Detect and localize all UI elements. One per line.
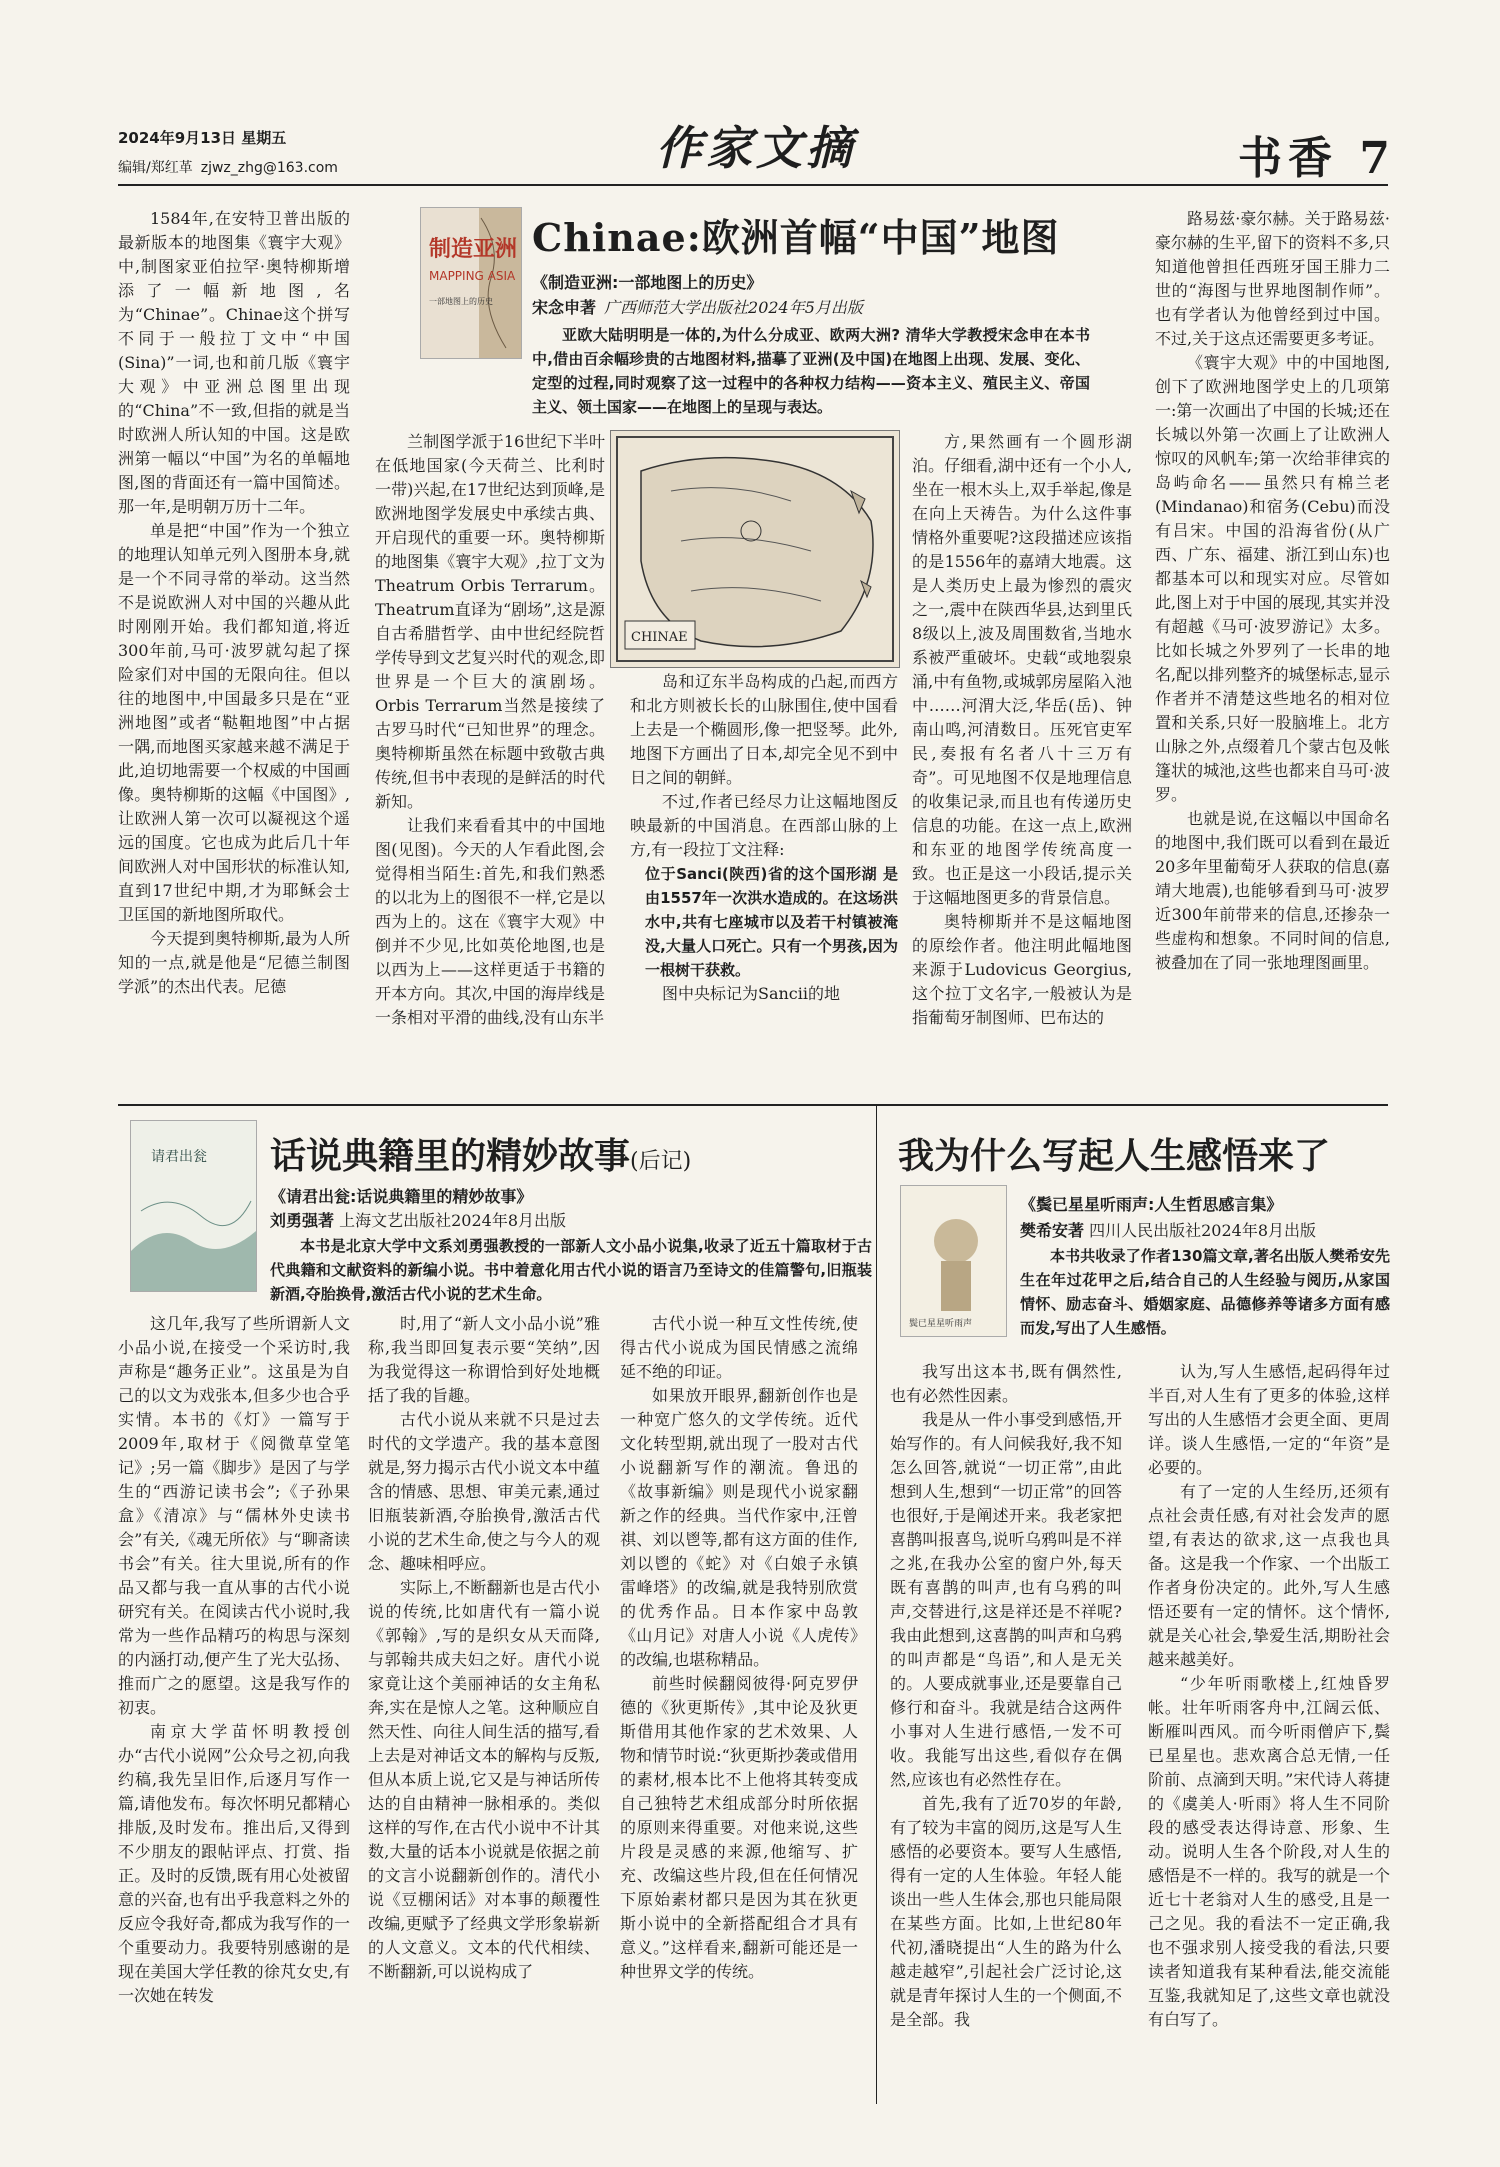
- article2-book: 《请君出瓮:话说典籍里的精妙故事》: [270, 1187, 533, 1206]
- article3-pub: [1020, 1218, 1316, 1241]
- paragraph: 兰制图学派于16世纪下半叶在低地国家(今天荷兰、比利时一带)兴起,在17世纪达到顶峰,是欧洲地图学发展史中承续古典、开启现代的重要一环。奥特柳斯的地图集《寰宇大观》,拉丁文为Theatrum Orbis Terrarum。Theatrum直译为“剧场”,这是源自古希腊哲学、由中世纪经院哲学传导到文艺复兴时代的观念,即世界是一个巨大的演剧场。Orbis Terrarum当然是接续了古罗马时代“已知世界”的理念。奥特柳斯虽然在标题中致敬古典传统,但书中表现的是鲜活的时代新知。: [375, 432, 605, 811]
- paragraph: 不过,作者已经尽力让这幅地图反映最新的中国消息。在西部山脉的上方,有一段拉丁文注释:: [630, 792, 898, 859]
- article1-publisher: 广西师范大学出版社2024年5月出版: [604, 298, 863, 317]
- issue-date: 2024年9月13日 星期五: [118, 129, 287, 147]
- paragraph: 让我们来看看其中的中国地图(见图)。今天的人乍看此图,会觉得相当陌生:首先,和我们熟悉的以北为上的图很不一样,它是以西为上的。这在《寰宇大观》中倒并不少见,比如英伦地图,也是以西为上——这样更适于书籍的开本方向。其次,中国的海岸线是一条相对平滑的曲线,没有山东半: [375, 816, 605, 1027]
- article3-author: 樊希安著: [1020, 1221, 1085, 1240]
- article1-col3: [630, 670, 898, 1090]
- cover-art: [901, 1186, 1006, 1336]
- paragraph: 南京大学苗怀明教授创办“古代小说网”公众号之初,向我约稿,我先呈旧作,后逐月写作一篇,请他发布。每次怀明兄都精心排版,及时发布。推出后,又得到不少朋友的跟帖评点、打赏、指正。及时的反馈,既有用心处被留意的兴奋,也有出乎我意料之外的反应令我好奇,都成为我写作的一个重要动力。我要特别感谢的是现在美国大学任教的徐芃女史,有一次她在转发: [118, 1722, 350, 2005]
- paragraph: 岛和辽东半岛构成的凸起,而西方和北方则被长长的山脉围住,使中国看上去是一个椭圆形,像一把竖琴。此外,地图下方画出了日本,却完全见不到中日之间的朝鲜。: [630, 672, 898, 787]
- article1-col1: [118, 207, 350, 1087]
- paragraph: “少年听雨歌楼上,红烛昏罗帐。壮年听雨客舟中,江阔云低、断雁叫西风。而今听雨僧庐下,鬓已星星也。悲欢离合总无情,一任阶前、点滴到天明。”宋代诗人蒋捷的《虞美人·听雨》将人生不同阶段的感受表达得诗意、形象、生动。说明人生各个阶段,对人生的感悟是不一样的。我写的就是一个近七十老翁对人生的感受,且是一己之见。我的看法不一定正确,我也不强求别人接受我的看法,只要读者知道我有某种看法,能交流能互鉴,我就知足了,这些文章也就没有白写了。: [1148, 1674, 1390, 2029]
- map-illustration: [611, 431, 899, 667]
- cover-title-text: 鬓已星星听雨声: [909, 1319, 973, 1329]
- article1-title: Chinae:欧洲首幅“中国”地图: [532, 215, 1060, 260]
- paragraph: 图中央标记为Sancii的地: [662, 984, 841, 1003]
- book-cover-binyixingxing: [900, 1185, 1007, 1337]
- masthead: 作家文摘: [656, 121, 856, 175]
- paragraph: 首先,我有了近70岁的年龄,有了较为丰富的阅历,这是写人生感悟的必要资本。要写人生感悟,得有一定的人生体验。年轻人能谈出一些人生体会,那也只能局限在某些方面。比如,上世纪80年代初,潘晓提出“人生的路为什么越走越窄”,引起社会广泛讨论,这就是青年探讨人生的一个侧面,不是全部。我: [890, 1794, 1122, 2029]
- article3-title: 我为什么写起人生感悟来了: [898, 1135, 1331, 1177]
- paragraph: 这几年,我写了些所谓新人文小品小说,在接受一个采访时,我声称是“趣务正业”。这虽是为自己的以文为戏张本,但多少也合乎实情。本书的《灯》一篇写于2009年,取材于《阅微草堂笔记》;另一篇《脚步》是因了与学生的“西游记读书会”;《子孙果盒》《清凉》与“儒林外史读书会”有关,《魂无所依》与“聊斋读书会”有关。往大里说,所有的作品又都与我一直从事的古代小说研究有关。在阅读古代小说时,我常为一些作品精巧的构思与深刻的内涵打动,便产生了光大弘扬、推而广之的愿望。这是我写作的初衷。: [118, 1314, 350, 1717]
- editor-name: 编辑/郑红革: [118, 160, 193, 176]
- article2-title: [270, 1128, 691, 1179]
- paragraph: 时,用了“新人文小品小说”雅称,我当即回复表示要“笑纳”,因为我觉得这一称谓恰到好处地概括了我的旨趣。: [368, 1314, 600, 1405]
- paragraph: 单是把“中国”作为一个独立的地理认知单元列入图册本身,就是一个不同寻常的举动。这当然不是说欧洲人对中国的兴趣从此时刚刚开始。我们都知道,将近300年前,马可·波罗就勾起了探险家们对中国的无限向往。但以往的地图中,中国最多只是在“亚洲地图”或者“鞑靼地图”中占据一隅,而地图买家越来越不满足于此,迫切地需要一个权威的中国画像。奥特柳斯的这幅《中国图》,让欧洲人第一次可以凝视这个遥远的国度。它也成为此后几十年间欧洲人对中国形状的标准认知,直到17世纪中期,才为耶稣会士卫匡国的新地图所取代。: [118, 521, 350, 924]
- cover-sub-text: 一部地图上的历史: [429, 297, 493, 306]
- editor-email: zjwz_zhg@163.com: [200, 160, 338, 176]
- article1-intro: 亚欧大陆明明是一体的,为什么分成亚、欧两大洲? 清华大学教授宋念申在本书中,借由百余幅珍贵的古地图材料,描摹了亚洲(及中国)在地图上出现、发展、变化、定型的过程,同时观察了这一过程中的各种权力结构——资本主义、殖民主义、帝国主义、领土国家——在地图上的呈现与表达。: [532, 326, 1090, 416]
- article1-col4: [912, 430, 1132, 1090]
- column-divider: [876, 1104, 877, 2104]
- paragraph: 我是从一件小事受到感悟,开始写作的。有人问候我好,我不知怎么回答,就说“一切正常”,由此想到人生,想到“一切正常”的回答也很好,于是阐述开来。我老家把喜鹊叫报喜鸟,说听乌鸦叫是不祥之兆,在我办公室的窗户外,每天既有喜鹊的叫声,也有乌鸦的叫声,交替进行,这是祥还是不祥呢?我由此想到,这喜鹊的叫声和乌鸦的叫声都是“鸟语”,和人是无关的。人要成就事业,还是要靠自己修行和奋斗。我就是结合这两件小事对人生进行感悟,一发不可收。我能写出这些,看似存在偶然,应该也有必然性存在。: [890, 1410, 1122, 1789]
- chinae-map-image: [610, 430, 900, 668]
- latin-annotation-quote: 位于Sanci(陕西)省的这个国形湖 是由1557年一次洪水造成的。在这场洪水中,共有七座城市以及若干村镇被淹没,大量人口死亡。只有一个男孩,因为一根树干获救。: [645, 865, 898, 979]
- paragraph: 奥特柳斯并不是这幅地图的原绘作者。他注明此幅地图来源于Ludovicus Georgius,这个拉丁文名字,一般被认为是指葡萄牙制图师、巴布达的: [912, 912, 1132, 1027]
- article1-col2: [375, 430, 605, 1090]
- paragraph: 1584年,在安特卫普出版的最新版本的地图集《寰宇大观》中,制图家亚伯拉罕·奥特柳斯增添了一幅新地图,名为“Chinae”。Chinae这个拼写不同于一般拉丁文中“中国(Sina)”一词,也和前几版《寰宇大观》中亚洲总图里出现的“China”不一致,但指的就是当时欧洲人所认知的中国。这是欧洲第一幅以“中国”为名的单幅地图,图的背面还有一篇中国简述。那一年,是明朝万历十二年。: [118, 209, 350, 516]
- book-cover-mapping-asia: [420, 207, 522, 359]
- cover-title-text: 请君出瓮: [151, 1149, 207, 1165]
- paragraph: 也就是说,在这幅以中国命名的地图中,我们既可以看到在最近20多年里葡萄牙人获取的信息(嘉靖大地震),也能够看到马可·波罗近300年前带来的信息,还掺杂一些虚构和想象。不同时间的信息,被叠加在了同一张地理图画里。: [1155, 809, 1390, 972]
- article3-col2: [1148, 1360, 1390, 2102]
- article2-col2: [368, 1312, 600, 2102]
- paragraph: 前些时候翻阅彼得·阿克罗伊德的《狄更斯传》,其中论及狄更斯借用其他作家的艺术效果、人物和情节时说:“狄更斯抄袭或借用的素材,根本比不上他将其转变成自己独特艺术组成部分时所依据的原则来得重要。对他来说,这些片段是灵感的来源,他缩写、扩充、改编这些片段,但在任何情况下原始素材都只是因为其在狄更斯小说中的全新搭配组合才具有意义。”这样看来,翻新可能还是一种世界文学的传统。: [620, 1674, 858, 1981]
- article2-title-suffix: (后记): [630, 1149, 692, 1174]
- paragraph: 认为,写人生感悟,起码得年过半百,对人生有了更多的体验,这样写出的人生感悟才会更全面、更周详。谈人生感悟,一定的“年资”是必要的。: [1148, 1362, 1390, 1477]
- article2-intro: 本书是北京大学中文系刘勇强教授的一部新人文小品小说集,收录了近五十篇取材于古代典籍和文献资料的新编小说。书中着意化用古代小说的语言乃至诗文的佳篇警句,旧瓶装新酒,夺胎换骨,激活古代小说的艺术生命。: [270, 1237, 872, 1303]
- article3-col1: [890, 1360, 1122, 2102]
- article1-pub: [532, 295, 863, 318]
- paragraph: 我写出这本书,既有偶然性,也有必然性因素。: [890, 1362, 1122, 1405]
- cover-latin-text: MAPPING ASIA: [429, 269, 516, 283]
- paragraph: 如果放开眼界,翻新创作也是一种宽广悠久的文学传统。近代文化转型期,就出现了一股对古代小说翻新写作的潮流。鲁迅的《故事新编》则是现代小说家翻新之作的经典。当代作家中,汪曾祺、刘以鬯等,都有这方面的佳作,刘以鬯的《蛇》对《白娘子永镇雷峰塔》的改编,就是我特别欣赏的优秀作品。日本作家中岛敦《山月记》对唐人小说《人虎传》的改编,也堪称精品。: [620, 1386, 858, 1669]
- header-rule: [118, 184, 1388, 186]
- article1-book: 《制造亚洲:一部地图上的历史》: [532, 273, 763, 292]
- editor-line: [118, 157, 338, 177]
- article2-publisher: 上海文艺出版社2024年8月出版: [339, 1211, 567, 1230]
- paragraph: 方,果然画有一个圆形湖泊。仔细看,湖中还有一个小人,坐在一根木头上,双手举起,像是在向上天祷告。为什么这件事情格外重要呢?这段描述应该指的是1556年的嘉靖大地震。这是人类历史上最为惨烈的震灾之一,震中在陕西华县,达到里氏8级以上,波及周围数省,当地水系被严重破坏。史载“或地裂泉涌,中有鱼物,或城郭房屋陷入池中……河渭大泛,华岳(岳)、钟南山鸣,河清数日。压死官吏军民,奏报有名者八十三万有奇”。可见地图不仅是地理信息的收集记录,而且也有传递历史信息的功能。在这一点上,欧洲和东亚的地图学传统高度一致。也正是这一小段话,提示关于这幅地图更多的背景信息。: [912, 432, 1132, 907]
- cover-art: [131, 1121, 256, 1291]
- paragraph: 《寰宇大观》中的中国地图,创下了欧洲地图学史上的几项第一:第一次画出了中国的长城;还在长城以外第一次画上了让欧洲人惊叹的风帆车;第一次给菲律宾的岛屿命名——虽然只有棉兰老(Mindanao)和宿务(Cebu)而没有吕宋。中国的沿海省份(从广西、广东、福建、浙江到山东)也都基本可以和现实对应。尽管如此,图上对于中国的展现,其实并没有超越《马可·波罗游记》太多。比如长城之外罗列了一长串的地名,配以排列整齐的城堡标志,显示作者并不清楚这些地名的相对位置和关系,只好一股脑堆上。北方山脉之外,点缀着几个蒙古包及帐篷状的城池,这些也都来自马可·波罗。: [1155, 353, 1390, 804]
- article3-book: 《鬓已星星听雨声:人生哲思感言集》: [1020, 1195, 1283, 1214]
- article2-title-main: 话说典籍里的精妙故事: [270, 1135, 631, 1177]
- paragraph: 实际上,不断翻新也是古代小说的传统,比如唐代有一篇小说《郭翰》,写的是织女从天而降,与郭翰共成夫妇之好。唐代小说家竟让这个美丽神话的女主角私奔,实在是惊人之笔。这种顺应自然天性、向往人间生活的描写,看上去是对神话文本的解构与反叛,但从本质上说,它又是与神话所传达的自由精神一脉相承的。类似这样的写作,在古代小说中不计其数,大量的话本小说就是依据之前的文言小说翻新创作的。清代小说《豆棚闲话》对本事的颠覆性改编,更赋予了经典文学形象崭新的人文意义。文本的代代相续、不断翻新,可以说构成了: [368, 1578, 600, 1981]
- cover-art: [421, 208, 521, 358]
- article1-author: 宋念申著: [532, 298, 597, 317]
- article3-intro: 本书共收录了作者130篇文章,著名出版人樊希安先生在年过花甲之后,结合自己的人生经验与阅历,从家国情怀、励志奋斗、婚姻家庭、品德修养等诸多方面有感而发,写出了人生感悟。: [1020, 1247, 1390, 1337]
- cover-title-text: 制造亚洲: [429, 236, 518, 262]
- article3-publisher: 四川人民出版社2024年8月出版: [1089, 1221, 1317, 1240]
- paragraph: 今天提到奥特柳斯,最为人所知的一点,就是他是“尼德兰制图学派”的杰出代表。尼德: [118, 929, 350, 996]
- book-cover-qingjunchuweng: [130, 1120, 257, 1292]
- section-page: 书香 7: [1238, 133, 1396, 184]
- map-label: CHINAE: [631, 630, 688, 645]
- article2-col1: [118, 1312, 350, 2102]
- paragraph: 古代小说一种互文性传统,使得古代小说成为国民情感之流绵延不绝的印证。: [620, 1314, 858, 1381]
- paragraph: 有了一定的人生经历,还须有点社会责任感,有对社会发声的愿望,有表达的欲求,这一点我也具备。这是我一个作家、一个出版工作者身份决定的。此外,写人生感悟还要有一定的情怀。这个情怀,就是关心社会,挚爱生活,期盼社会越来越美好。: [1148, 1482, 1390, 1669]
- article2-author: 刘勇强著: [270, 1211, 335, 1230]
- paragraph: 路易兹·豪尔赫。关于路易兹·豪尔赫的生平,留下的资料不多,只知道他曾担任西班牙国王腓力二世的“海图与世界地图制作师”。也有学者认为他曾经到过中国。不过,关于这点还需要更多考证。: [1155, 209, 1390, 348]
- paragraph: 古代小说从来就不只是过去时代的文学遗产。我的基本意图就是,努力揭示古代小说文本中蕴含的情感、思想、审美元素,通过旧瓶装新酒,夺胎换骨,激活古代小说的艺术生命,使之与今人的观念、趣味相呼应。: [368, 1410, 600, 1573]
- section-divider: [118, 1104, 1388, 1106]
- article2-pub: [270, 1208, 566, 1231]
- article1-col5: [1155, 207, 1390, 1087]
- article2-col3: [620, 1312, 858, 2102]
